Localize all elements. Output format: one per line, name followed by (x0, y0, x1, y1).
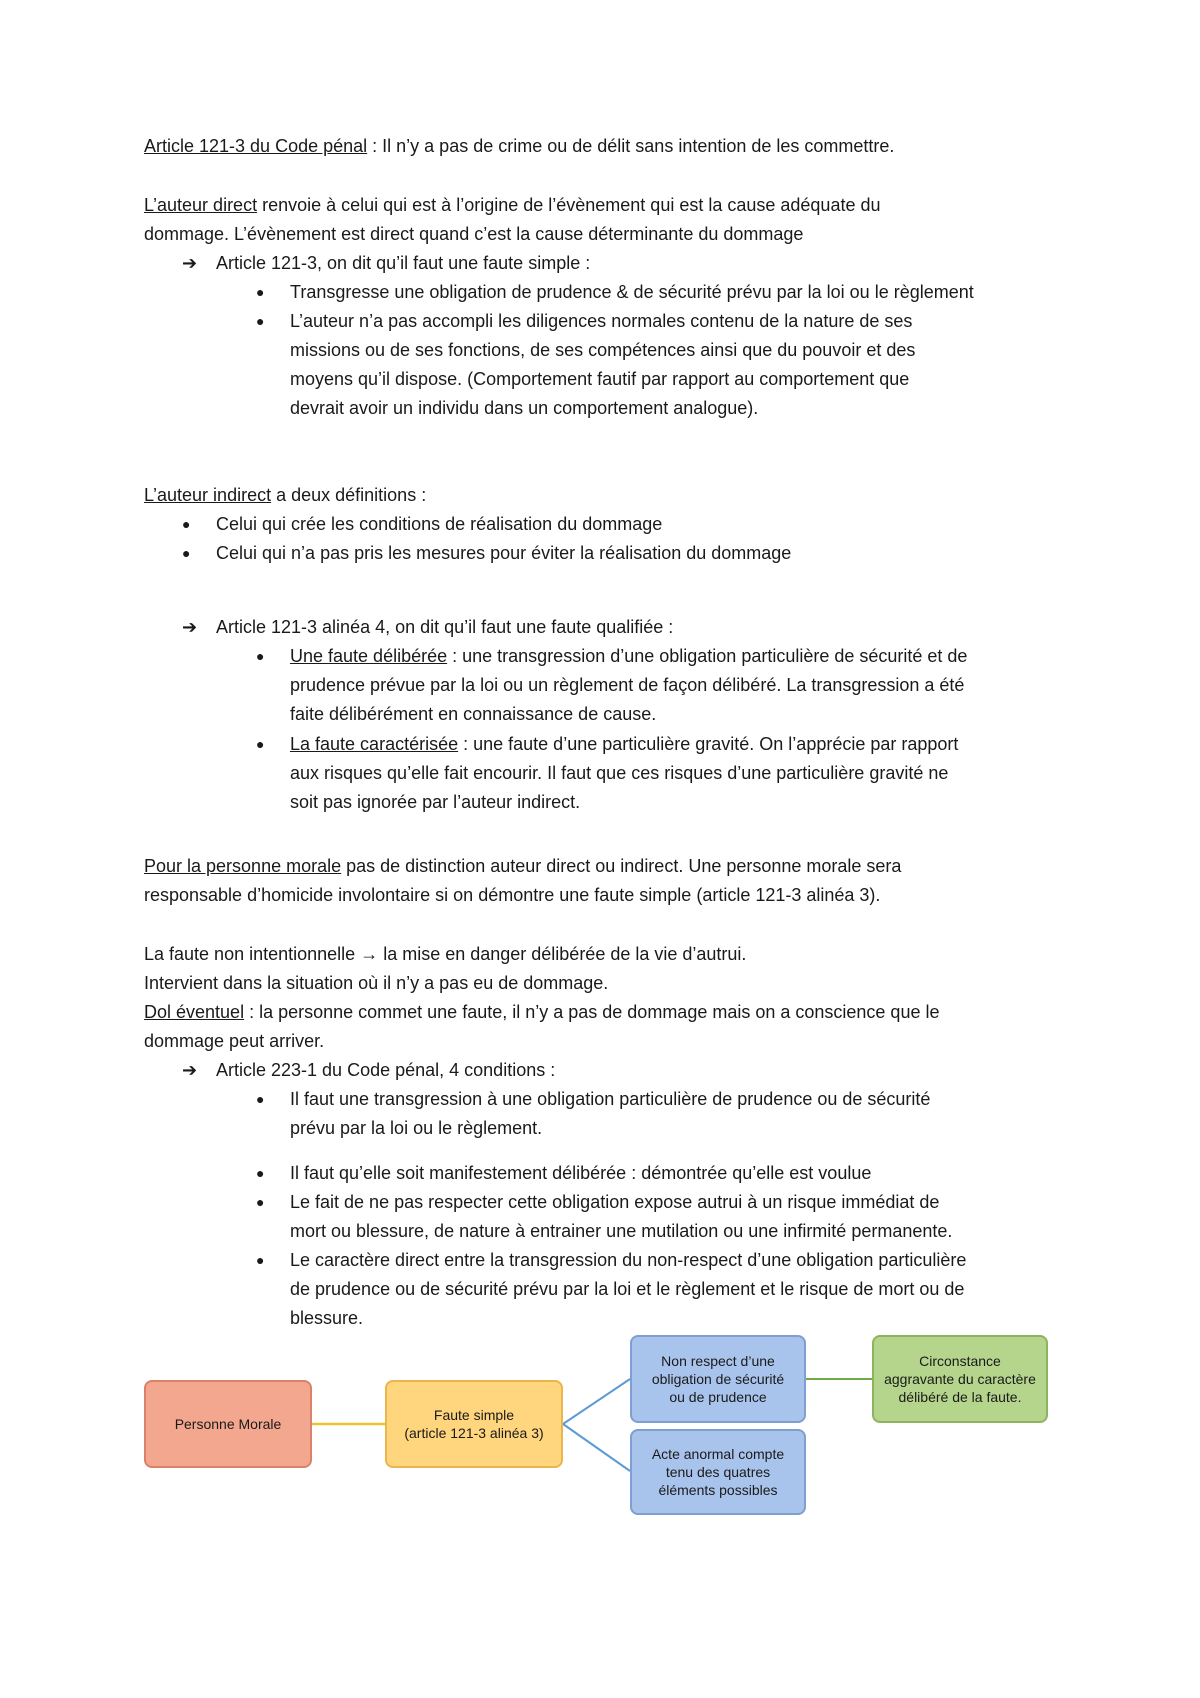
auteur-direct-line2: dommage. L’évènement est direct quand c’est la cause déterminante du dommage (144, 224, 804, 244)
direct-bullet1: Transgresse une obligation de prudence & de sécurité prévu par la loi ou le règlement (290, 282, 974, 302)
direct-bullet2-line: devrait avoir un individu dans un comportement analogue). (290, 398, 759, 418)
faute-deliberee-term: Une faute délibérée (290, 646, 448, 666)
faute-caracterisee-line1 (290, 733, 958, 755)
article-121-3-line (144, 135, 894, 157)
bullet-icon: ● (256, 313, 265, 329)
condition4-line: blessure. (290, 1308, 364, 1328)
bullet-icon: ● (256, 1165, 265, 1181)
faute-caracterisee-term: La faute caractérisée (290, 734, 459, 754)
personne-morale-term: Pour la personne morale (144, 856, 342, 876)
auteur-direct-line1 (144, 194, 881, 216)
intervient-line: Intervient dans la situation où il n’y a pas eu de dommage. (144, 973, 609, 993)
faute-caracterisee-text: : une faute d’une particulière gravité. On l’apprécie par rapport (458, 734, 959, 754)
connector-faute-acte (563, 1424, 630, 1471)
auteur-direct-term: L’auteur direct (144, 195, 258, 215)
condition4-line: Le caractère direct entre la transgression du non-respect d’une obligation particulière (290, 1250, 967, 1270)
bullet-icon: ● (256, 1091, 265, 1107)
article-121-3-heading: Article 121-3 du Code pénal (144, 136, 368, 156)
indirect-bullet2: Celui qui n’a pas pris les mesures pour éviter la réalisation du dommage (216, 543, 792, 563)
indirect-bullet1: Celui qui crée les conditions de réalisation du dommage (216, 514, 663, 534)
faute-deliberee-line1 (290, 645, 967, 667)
bullet-icon: ● (182, 516, 191, 532)
faute-deliberee-text: : une transgression d’une obligation particulière de sécurité et de (447, 646, 968, 666)
faute-deliberee-line3: faite délibérément en connaissance de cause. (290, 704, 657, 724)
article-121-3-text: : Il n’y a pas de crime ou de délit sans intention de les commettre. (367, 136, 895, 156)
faute-caracterisee-line2: aux risques qu’elle fait encourir. Il faut que ces risques d’une particulière gravité ne (290, 763, 949, 783)
dol-eventuel-line1 (144, 1001, 939, 1023)
faute-deliberee-line2: prudence prévue par la loi ou un règlement de façon délibéré. La transgression a été (290, 675, 965, 695)
arrow-icon: ➔ (182, 253, 198, 273)
condition3-line: mort ou blessure, de nature à entrainer une mutilation ou une infirmité permanente. (290, 1221, 953, 1241)
auteur-direct-text: renvoie à celui qui est à l’origine de l’évènement qui est la cause adéquate du (257, 195, 881, 215)
direct-arrow-text: Article 121-3, on dit qu’il faut une faute simple : (216, 253, 591, 273)
auteur-indirect-term: L’auteur indirect (144, 485, 272, 505)
arrow-right-icon: → (360, 944, 379, 964)
faute-non-intentionnelle-b: la mise en danger délibérée de la vie d’autrui. (378, 944, 747, 964)
bullet-icon: ● (182, 545, 191, 561)
faute-simple-box: Faute simple (article 121-3 alinéa 3) (385, 1380, 563, 1468)
auteur-indirect-text: a deux définitions : (271, 485, 427, 505)
bullet-icon: ● (256, 736, 265, 752)
bullet-icon: ● (256, 1194, 265, 1210)
personne-morale-line2: responsable d’homicide involontaire si on démontre une faute simple (article 121-3 alinéa 3). (144, 885, 881, 905)
non-respect-box: Non respect d’une obligation de sécurité ou de prudence (630, 1335, 806, 1423)
acte-anormal-box: Acte anormal compte tenu des quatres éléments possibles (630, 1429, 806, 1515)
condition3-line: Le fait de ne pas respecter cette obligation expose autrui à un risque immédiat de (290, 1192, 940, 1212)
direct-bullet2-line: missions ou de ses fonctions, de ses compétences ainsi que du pouvoir et des (290, 340, 916, 360)
connector-faute-non-respect (563, 1379, 630, 1424)
personne-morale-box: Personne Morale (144, 1380, 312, 1468)
personne-morale-text: pas de distinction auteur direct ou indirect. Une personne morale sera (341, 856, 902, 876)
direct-bullet2-line: L’auteur n’a pas accompli les diligences normales contenu de la nature de ses (290, 311, 913, 331)
bullet-icon: ● (256, 284, 265, 300)
condition1-line: Il faut une transgression à une obligation particulière de prudence ou de sécurité (290, 1089, 931, 1109)
direct-bullet2-line: moyens qu’il dispose. (Comportement fautif par rapport au comportement que (290, 369, 910, 389)
faute-non-intentionnelle-line (144, 943, 746, 965)
article-223-1-text: Article 223-1 du Code pénal, 4 conditions : (216, 1060, 556, 1080)
personne-morale-line1 (144, 855, 901, 877)
faute-caracterisee-line3: soit pas ignorée par l’auteur indirect. (290, 792, 581, 812)
bullet-icon: ● (256, 648, 265, 664)
faute-non-intentionnelle-a: La faute non intentionnelle (144, 944, 361, 964)
condition1-line: prévu par la loi ou le règlement. (290, 1118, 543, 1138)
condition4-line: de prudence ou de sécurité prévu par la loi et le règlement et le risque de mort ou de (290, 1279, 965, 1299)
circonstance-box: Circonstance aggravante du caractère délibéré de la faute. (872, 1335, 1048, 1423)
dol-eventuel-line2: dommage peut arriver. (144, 1031, 325, 1051)
condition2-line: Il faut qu’elle soit manifestement délibérée : démontrée qu’elle est voulue (290, 1163, 872, 1183)
arrow-icon: ➔ (182, 617, 198, 637)
arrow-icon: ➔ (182, 1060, 198, 1080)
bullet-icon: ● (256, 1252, 265, 1268)
auteur-indirect-line (144, 484, 426, 506)
indirect-arrow-text: Article 121-3 alinéa 4, on dit qu’il faut une faute qualifiée : (216, 617, 674, 637)
dol-eventuel-term: Dol éventuel (144, 1002, 245, 1022)
dol-eventuel-text: : la personne commet une faute, il n’y a pas de dommage mais on a conscience que le (244, 1002, 940, 1022)
